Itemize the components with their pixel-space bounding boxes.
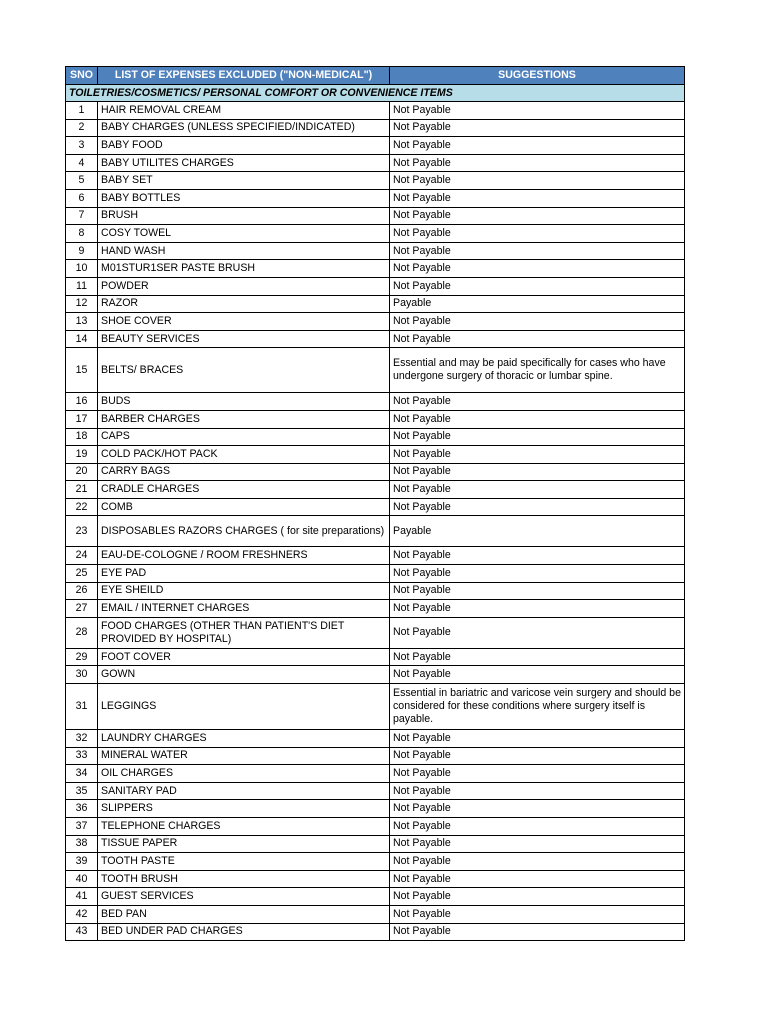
table-row — [66, 295, 685, 313]
suggestion-cell: Not Payable — [390, 119, 685, 137]
item-cell: CARRY BAGS — [98, 463, 390, 481]
sno-cell: 19 — [66, 446, 98, 464]
suggestion-cell: Essential in bariatric and varicose vein surgery and should be considered for these conditions where surgery itself is payable. — [390, 684, 685, 730]
table-row — [66, 313, 685, 331]
sno-cell: 4 — [66, 154, 98, 172]
sno-cell: 3 — [66, 137, 98, 155]
sno-cell: 14 — [66, 330, 98, 348]
sno-cell: 8 — [66, 225, 98, 243]
table-row — [66, 119, 685, 137]
item-cell: HAIR REMOVAL CREAM — [98, 102, 390, 120]
item-cell: EMAIL / INTERNET CHARGES — [98, 600, 390, 618]
suggestion-cell: Not Payable — [390, 870, 685, 888]
table-row — [66, 565, 685, 583]
sno-cell: 25 — [66, 565, 98, 583]
sno-cell: 11 — [66, 277, 98, 295]
suggestion-cell: Payable — [390, 295, 685, 313]
table-row — [66, 547, 685, 565]
item-cell: BABY FOOD — [98, 137, 390, 155]
item-cell: RAZOR — [98, 295, 390, 313]
sno-cell: 20 — [66, 463, 98, 481]
table-row — [66, 410, 685, 428]
suggestion-cell: Not Payable — [390, 393, 685, 411]
sno-cell: 2 — [66, 119, 98, 137]
sno-cell: 37 — [66, 818, 98, 836]
table-row — [66, 481, 685, 499]
sno-cell: 13 — [66, 313, 98, 331]
sno-cell: 33 — [66, 747, 98, 765]
sno-cell: 17 — [66, 410, 98, 428]
sno-cell: 9 — [66, 242, 98, 260]
table-row — [66, 730, 685, 748]
suggestion-cell: Not Payable — [390, 617, 685, 648]
table-row — [66, 137, 685, 155]
suggestion-cell: Not Payable — [390, 800, 685, 818]
suggestion-cell: Not Payable — [390, 313, 685, 331]
table-row — [66, 747, 685, 765]
suggestion-cell: Not Payable — [390, 747, 685, 765]
sno-cell: 24 — [66, 547, 98, 565]
table-row — [66, 853, 685, 871]
sno-cell: 30 — [66, 666, 98, 684]
table-row — [66, 923, 685, 941]
suggestion-cell: Not Payable — [390, 410, 685, 428]
suggestion-cell: Not Payable — [390, 277, 685, 295]
item-cell: FOOD CHARGES (OTHER THAN PATIENT'S DIET PROVIDED BY HOSPITAL) — [98, 617, 390, 648]
section-title: TOILETRIES/COSMETICS/ PERSONAL COMFORT OR CONVENIENCE ITEMS — [66, 85, 685, 102]
sno-cell: 34 — [66, 765, 98, 783]
table-row — [66, 684, 685, 730]
item-cell: BEAUTY SERVICES — [98, 330, 390, 348]
item-cell: HAND WASH — [98, 242, 390, 260]
sno-cell: 31 — [66, 684, 98, 730]
table-row — [66, 189, 685, 207]
sno-cell: 35 — [66, 782, 98, 800]
item-cell: GUEST SERVICES — [98, 888, 390, 906]
table-row — [66, 600, 685, 618]
item-cell: BABY BOTTLES — [98, 189, 390, 207]
item-cell: TELEPHONE CHARGES — [98, 818, 390, 836]
item-cell: GOWN — [98, 666, 390, 684]
table-row — [66, 516, 685, 547]
sno-cell: 38 — [66, 835, 98, 853]
table-body — [66, 85, 685, 941]
header-sno: SNO — [66, 67, 98, 85]
item-cell: COSY TOWEL — [98, 225, 390, 243]
sno-cell: 15 — [66, 348, 98, 393]
item-cell: BUDS — [98, 393, 390, 411]
suggestion-cell: Not Payable — [390, 498, 685, 516]
item-cell: TOOTH BRUSH — [98, 870, 390, 888]
sno-cell: 39 — [66, 853, 98, 871]
sno-cell: 32 — [66, 730, 98, 748]
suggestion-cell: Not Payable — [390, 137, 685, 155]
table-row — [66, 207, 685, 225]
sno-cell: 36 — [66, 800, 98, 818]
table-row — [66, 666, 685, 684]
item-cell: SANITARY PAD — [98, 782, 390, 800]
sno-cell: 22 — [66, 498, 98, 516]
header-expenses: LIST OF EXPENSES EXCLUDED ("NON-MEDICAL") — [98, 67, 390, 85]
sno-cell: 26 — [66, 582, 98, 600]
table-row — [66, 800, 685, 818]
table-row — [66, 446, 685, 464]
item-cell: BED UNDER PAD CHARGES — [98, 923, 390, 941]
table-row — [66, 870, 685, 888]
table-row — [66, 463, 685, 481]
table-row — [66, 154, 685, 172]
table-row — [66, 835, 685, 853]
suggestion-cell: Not Payable — [390, 463, 685, 481]
sno-cell: 7 — [66, 207, 98, 225]
suggestion-cell: Not Payable — [390, 600, 685, 618]
item-cell: BARBER CHARGES — [98, 410, 390, 428]
table-row — [66, 330, 685, 348]
item-cell: EAU-DE-COLOGNE / ROOM FRESHNERS — [98, 547, 390, 565]
table-row — [66, 348, 685, 393]
sno-cell: 10 — [66, 260, 98, 278]
header-suggestions: SUGGESTIONS — [390, 67, 685, 85]
sno-cell: 41 — [66, 888, 98, 906]
suggestion-cell: Not Payable — [390, 565, 685, 583]
suggestion-cell: Not Payable — [390, 730, 685, 748]
suggestion-cell: Not Payable — [390, 189, 685, 207]
item-cell: SLIPPERS — [98, 800, 390, 818]
item-cell: EYE SHEILD — [98, 582, 390, 600]
sno-cell: 5 — [66, 172, 98, 190]
table-row — [66, 905, 685, 923]
item-cell: BABY SET — [98, 172, 390, 190]
suggestion-cell: Not Payable — [390, 242, 685, 260]
item-cell: FOOT COVER — [98, 648, 390, 666]
item-cell: LAUNDRY CHARGES — [98, 730, 390, 748]
suggestion-cell: Not Payable — [390, 207, 685, 225]
table-row — [66, 225, 685, 243]
expenses-sheet — [65, 66, 684, 941]
suggestion-cell: Not Payable — [390, 260, 685, 278]
item-cell: POWDER — [98, 277, 390, 295]
table-row — [66, 277, 685, 295]
sno-cell: 28 — [66, 617, 98, 648]
suggestion-cell: Not Payable — [390, 835, 685, 853]
table-row — [66, 260, 685, 278]
item-cell: BELTS/ BRACES — [98, 348, 390, 393]
suggestion-cell: Not Payable — [390, 172, 685, 190]
item-cell: BRUSH — [98, 207, 390, 225]
item-cell: TOOTH PASTE — [98, 853, 390, 871]
item-cell: COLD PACK/HOT PACK — [98, 446, 390, 464]
suggestion-cell: Not Payable — [390, 905, 685, 923]
item-cell: BED PAN — [98, 905, 390, 923]
suggestion-cell: Payable — [390, 516, 685, 547]
item-cell: BABY CHARGES (UNLESS SPECIFIED/INDICATED) — [98, 119, 390, 137]
sno-cell: 12 — [66, 295, 98, 313]
item-cell: BABY UTILITES CHARGES — [98, 154, 390, 172]
suggestion-cell: Not Payable — [390, 765, 685, 783]
item-cell: TISSUE PAPER — [98, 835, 390, 853]
table-row — [66, 648, 685, 666]
item-cell: CAPS — [98, 428, 390, 446]
table-row — [66, 428, 685, 446]
item-cell: DISPOSABLES RAZORS CHARGES ( for site preparations) — [98, 516, 390, 547]
table-row — [66, 102, 685, 120]
sno-cell: 16 — [66, 393, 98, 411]
section-row — [66, 85, 685, 102]
suggestion-cell: Not Payable — [390, 888, 685, 906]
table-row — [66, 582, 685, 600]
suggestion-cell: Not Payable — [390, 330, 685, 348]
suggestion-cell: Not Payable — [390, 154, 685, 172]
suggestion-cell: Not Payable — [390, 547, 685, 565]
header-row — [66, 67, 685, 85]
table-row — [66, 617, 685, 648]
item-cell: COMB — [98, 498, 390, 516]
suggestion-cell: Not Payable — [390, 102, 685, 120]
sno-cell: 29 — [66, 648, 98, 666]
table-row — [66, 393, 685, 411]
item-cell: LEGGINGS — [98, 684, 390, 730]
sno-cell: 23 — [66, 516, 98, 547]
item-cell: CRADLE CHARGES — [98, 481, 390, 499]
suggestion-cell: Not Payable — [390, 481, 685, 499]
item-cell: M01STUR1SER PASTE BRUSH — [98, 260, 390, 278]
expenses-table — [65, 66, 685, 941]
suggestion-cell: Not Payable — [390, 853, 685, 871]
sno-cell: 21 — [66, 481, 98, 499]
suggestion-cell: Not Payable — [390, 782, 685, 800]
item-cell: MINERAL WATER — [98, 747, 390, 765]
table-row — [66, 172, 685, 190]
sno-cell: 40 — [66, 870, 98, 888]
table-row — [66, 242, 685, 260]
suggestion-cell: Not Payable — [390, 923, 685, 941]
sno-cell: 18 — [66, 428, 98, 446]
suggestion-cell: Not Payable — [390, 225, 685, 243]
table-row — [66, 498, 685, 516]
sno-cell: 6 — [66, 189, 98, 207]
sno-cell: 42 — [66, 905, 98, 923]
item-cell: EYE PAD — [98, 565, 390, 583]
suggestion-cell: Essential and may be paid specifically for cases who have undergone surgery of thoracic or lumbar spine. — [390, 348, 685, 393]
sno-cell: 1 — [66, 102, 98, 120]
suggestion-cell: Not Payable — [390, 582, 685, 600]
sno-cell: 43 — [66, 923, 98, 941]
suggestion-cell: Not Payable — [390, 818, 685, 836]
item-cell: SHOE COVER — [98, 313, 390, 331]
suggestion-cell: Not Payable — [390, 666, 685, 684]
suggestion-cell: Not Payable — [390, 428, 685, 446]
table-row — [66, 782, 685, 800]
suggestion-cell: Not Payable — [390, 446, 685, 464]
table-row — [66, 888, 685, 906]
suggestion-cell: Not Payable — [390, 648, 685, 666]
sno-cell: 27 — [66, 600, 98, 618]
item-cell: OIL CHARGES — [98, 765, 390, 783]
table-row — [66, 765, 685, 783]
table-row — [66, 818, 685, 836]
